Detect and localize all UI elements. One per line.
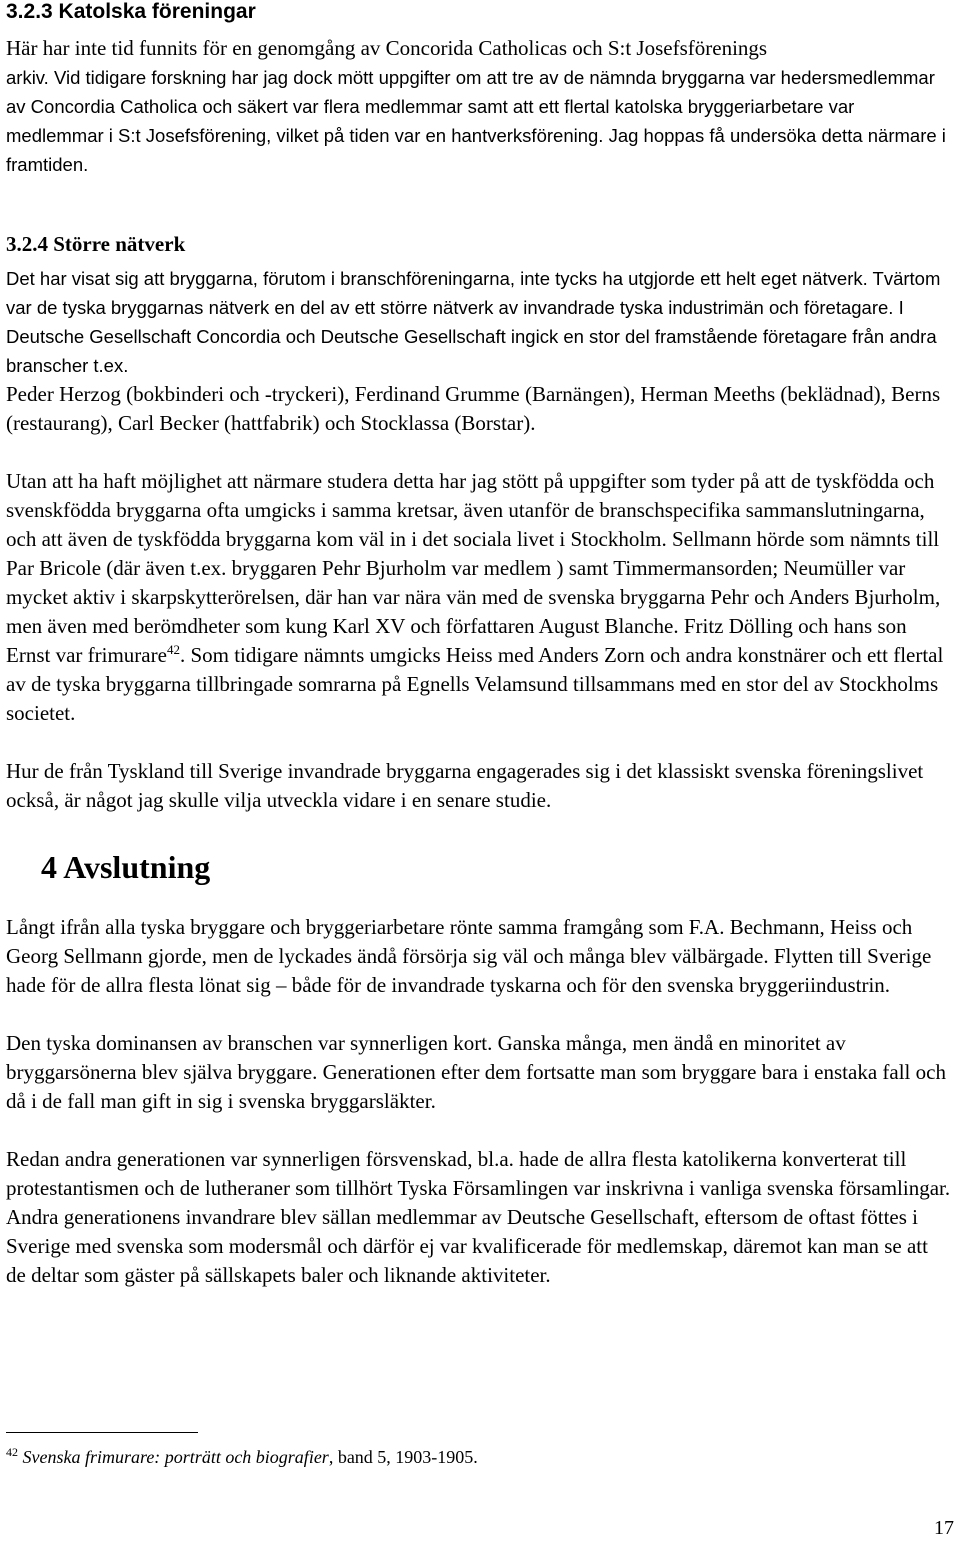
paragraph-katolska-line1: Här har inte tid funnits för en genomgång av Concorida Catholicas och S:t Josefsförenings [6,36,768,60]
paragraph-umgange-text-2: . Som tidigare nämnts umgicks Heiss med Anders Zorn och andra konstnärer och ett flertal av de tyska bryggarna tillbringade somrarna på Egnells Velamsund tillsammans med en stor del av Stockholms societet. [6,643,944,725]
footnote-separator [6,1432,198,1433]
paragraph-katolska-foreningar: arkiv. Vid tidigare forskning har jag dock mött uppgifter om att tre av de nämnda bryggarna var hedersmedlemmar av Concordia Catholica och säkert var flera medlemmar samt att ett flertal katolska bryggeriarbetare var medlemmar i S:t Josefsförening, vilket på tiden var en hantverksförening. Jag hoppas få undersöka detta närmare i framtiden. [6,67,946,175]
paragraph-avslutning-1: Långt ifrån alla tyska bryggare och bryggeriarbetare rönte samma framgång som F.A. Bechmann, Heiss och Georg Sellmann gjorde, men de lyckades ändå försörja sig väl och många blev välbärgade. Flytten till Sverige hade för de allra flesta lönat sig – både för de invandrade tyskarna och för den svenska bryggeriindustrin. [6,915,932,997]
footnote-42 [6,1444,478,1470]
page-number: 17 [934,1517,954,1539]
paragraph-umgange-text-1: Utan att ha haft möjlighet att närmare studera detta har jag stött på uppgifter som tyder på att de tyskfödda och svenskfödda bryggarna ofta umgicks i samma kretsar, även utanför de branschspecifika sammanslutningarna, och att även de tyskfödda bryggarna kom väl in i det sociala livet i Stockholm. Sellmann hörde som nämnts till Par Bricole (där även t.ex. bryggaren Pehr Bjurholm var medlem ) samt Timmermansorden; Neumüller var mycket aktiv i skarpskytterörelsen, där han var nära vän med de svenska bryggarna Pehr och Anders Bjurholm, men även med berömdheter som kung Karl XV och författaren August Blanche. Fritz Dölling och hans son Ernst var frimurare [6,469,941,667]
footnote-reference-42[interactable]: 42 [166,642,180,657]
chapter-heading-avslutning: 4 Avslutning [41,849,211,885]
section-heading-storre-natverk: 3.2.4 Större nätverk [6,232,186,256]
paragraph-foreningsliv: Hur de från Tyskland till Sverige invandrade bryggarna engagerades sig i det klassiskt svenska föreningslivet också, är något jag skulle vilja utveckla vidare i en senare studie. [6,759,924,812]
paragraph-avslutning-3: Redan andra generationen var synnerligen försvenskad, bl.a. hade de allra flesta katolikerna konverterat till protestantismen och de lutheraner som tillhört Tyska Församlingen var inskrivna i vanliga svenska församlingar. Andra generationens invandrare blev sällan medlemmar av Deutsche Gesellschaft, eftersom de oftast föttes i Sverige med svenska som modersmål och därför ej var kvalificerade för medlemskap, däremot kan man se att de deltar som gäster på sällskapets baler och liknande aktiviteter. [6,1147,951,1287]
paragraph-avslutning-2: Den tyska dominansen av branschen var synnerligen kort. Ganska många, men ändå en minoritet av bryggarsönerna blev själva bryggare. Generationen efter dem fortsatte man som bryggare bara i enstaka fall och då i de fall man gift in sig i svenska bryggarsläkter. [6,1031,946,1113]
paragraph-storre-natverk: Det har visat sig att bryggarna, förutom i branschföreningarna, inte tycks ha utgjorde ett helt eget nätverk. Tvärtom var de tyska bryggarnas nätverk en del av ett större nätverk av invandrade tyska industrimän och företagare. I Deutsche Gesellschaft Concordia och Deutsche Gesellschaft ingick en stor del framstående företagare från andra branscher t.ex. [6,268,941,376]
document-page [6,0,951,1290]
footnote-title: Svenska frimurare: porträtt och biografier [22,1447,329,1467]
paragraph-storre-natverk-names: Peder Herzog (bokbinderi och -tryckeri), Ferdinand Grumme (Barnängen), Herman Meeths (beklädnad), Berns (restaurang), Carl Becker (hattfabrik) och Stocklassa (Borstar). [6,382,941,435]
paragraph-umgange [6,467,951,728]
footnote-details: , band 5, 1903-1905. [328,1447,478,1467]
section-heading-katolska-foreningar: 3.2.3 Katolska föreningar [6,0,256,23]
footnote-number: 42 [6,1445,18,1459]
